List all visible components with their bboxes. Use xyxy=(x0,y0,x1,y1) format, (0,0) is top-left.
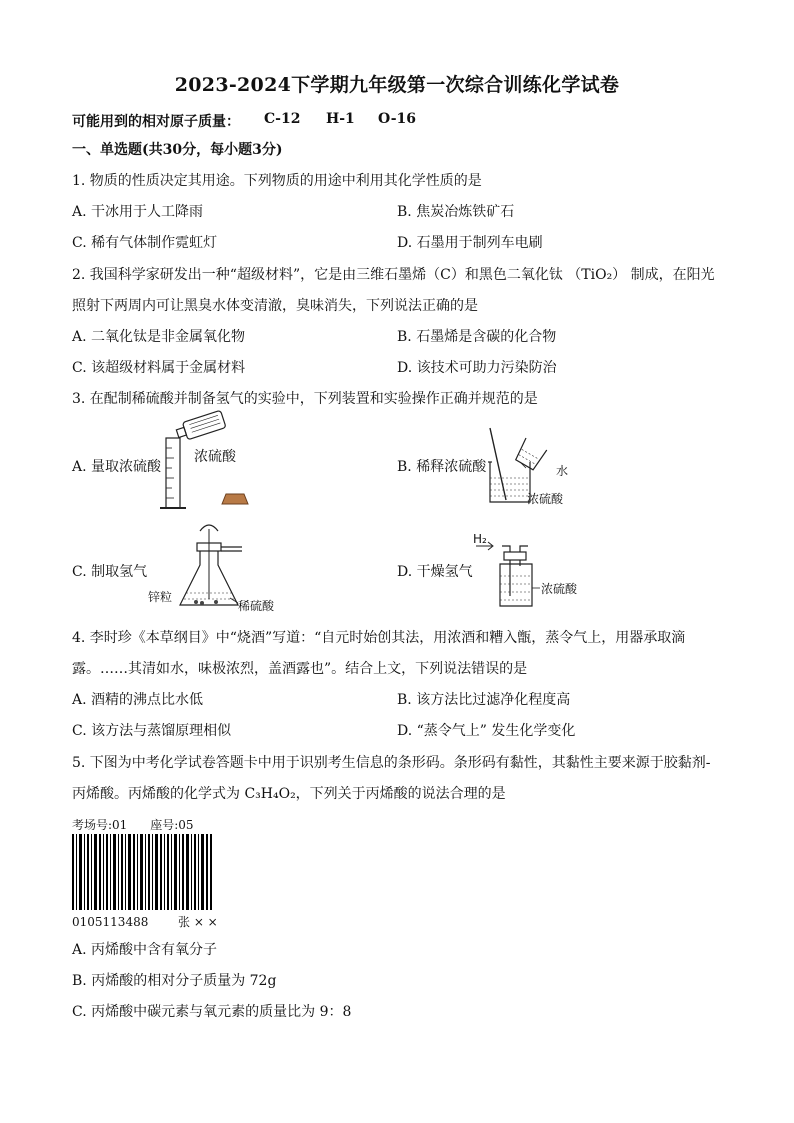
q2-stem-line1: 2. 我国科学家研发出一种“超级材料”，它是由三维石墨烯（C）和黑色二氧化钛 （TiO₂） 制成，在阳光 xyxy=(72,267,715,283)
barcode-header: 考场号:01 座号:05 xyxy=(72,818,194,832)
q3-option-a[interactable]: A. 量取浓硫酸 xyxy=(72,459,162,475)
q5-option-c[interactable]: C. 丙烯酸中碳元素与氧元素的质量比为 9：8 xyxy=(72,1004,352,1020)
q4-option-b[interactable]: B. 该方法比过滤净化程度高 xyxy=(397,692,571,708)
barcode-icon xyxy=(72,834,212,910)
q3-figure-c-acid-label: 稀硫酸 xyxy=(238,599,275,613)
q5-option-a[interactable]: A. 丙烯酸中含有氧分子 xyxy=(72,942,218,958)
q2-option-d[interactable]: D. 该技术可助力污染防治 xyxy=(397,360,557,376)
atomic-mass-h: H-1 xyxy=(326,111,355,127)
q4-option-d[interactable]: D. “蒸令气上” 发生化学变化 xyxy=(397,723,576,739)
barcode-number: 0105113488 xyxy=(72,915,149,929)
q3-figure-d-acid-label: 浓硫酸 xyxy=(541,582,578,596)
q4-stem-line1: 4. 李时珍《本草纲目》中“烧酒”写道：“自元时始创其法，用浓酒和糟入甑，蒸令气上，用器承取滴 xyxy=(72,630,686,646)
q4-stem-line2: 露。……其清如水，味极浓烈，盖酒露也”。结合上文，下列说法错误的是 xyxy=(72,661,528,677)
section-heading: 一、单选题(共30分，每小题3分) xyxy=(72,142,283,158)
q3-figure-d-h2-label: H₂ xyxy=(473,532,487,546)
q3-option-d[interactable]: D. 干燥氢气 xyxy=(397,564,473,580)
q1-option-b[interactable]: B. 焦炭冶炼铁矿石 xyxy=(397,204,515,220)
q1-stem: 1. 物质的性质决定其用途。下列物质的用途中利用其化学性质的是 xyxy=(72,173,482,189)
q3-option-b[interactable]: B. 稀释浓硫酸 xyxy=(397,459,487,475)
atomic-mass-o: O-16 xyxy=(378,111,417,127)
q4-option-a[interactable]: A. 酒精的沸点比水低 xyxy=(72,692,204,708)
q1-option-a[interactable]: A. 干冰用于人工降雨 xyxy=(72,204,204,220)
q2-option-a[interactable]: A. 二氧化钛是非金属氧化物 xyxy=(72,329,246,345)
q2-option-b[interactable]: B. 石墨烯是含碳的化合物 xyxy=(397,329,557,345)
page-title: 2023-2024下学期九年级第一次综合训练化学试卷 xyxy=(174,74,620,96)
q3-figure-c-zinc-label: 锌粒 xyxy=(148,590,173,604)
barcode-name: 张 × × xyxy=(178,915,218,929)
q5-stem-line1: 5. 下图为中考化学试卷答题卡中用于识别考生信息的条形码。条形码有黏性，其黏性主要来源于胶黏剂- xyxy=(72,755,711,771)
q2-option-c[interactable]: C. 该超级材料属于金属材料 xyxy=(72,360,246,376)
q3-figure-b-acid-label: 浓硫酸 xyxy=(527,492,564,506)
q3-option-c[interactable]: C. 制取氢气 xyxy=(72,564,148,580)
q1-option-d[interactable]: D. 石墨用于制列车电刷 xyxy=(397,235,543,251)
q4-option-c[interactable]: C. 该方法与蒸馏原理相似 xyxy=(72,723,232,739)
q5-option-b[interactable]: B. 丙烯酸的相对分子质量为 72g xyxy=(72,973,277,989)
q1-option-c[interactable]: C. 稀有气体制作霓虹灯 xyxy=(72,235,218,251)
q3-figure-d-wash-bottle xyxy=(476,532,576,612)
q3-stem: 3. 在配制稀硫酸并制备氢气的实验中，下列装置和实验操作正确并规范的是 xyxy=(72,391,538,407)
atomic-mass-c: C-12 xyxy=(264,111,301,127)
atomic-mass-label: 可能用到的相对原子质量： xyxy=(72,114,240,130)
q3-figure-a-label: 浓硫酸 xyxy=(194,449,236,465)
q3-figure-b-water-label: 水 xyxy=(556,464,569,478)
q5-stem-line2: 丙烯酸。丙烯酸的化学式为 C₃H₄O₂，下列关于丙烯酸的说法合理的是 xyxy=(72,786,506,802)
q2-stem-line2: 照射下两周内可让黑臭水体变清澈，臭味消失，下列说法正确的是 xyxy=(72,298,478,314)
